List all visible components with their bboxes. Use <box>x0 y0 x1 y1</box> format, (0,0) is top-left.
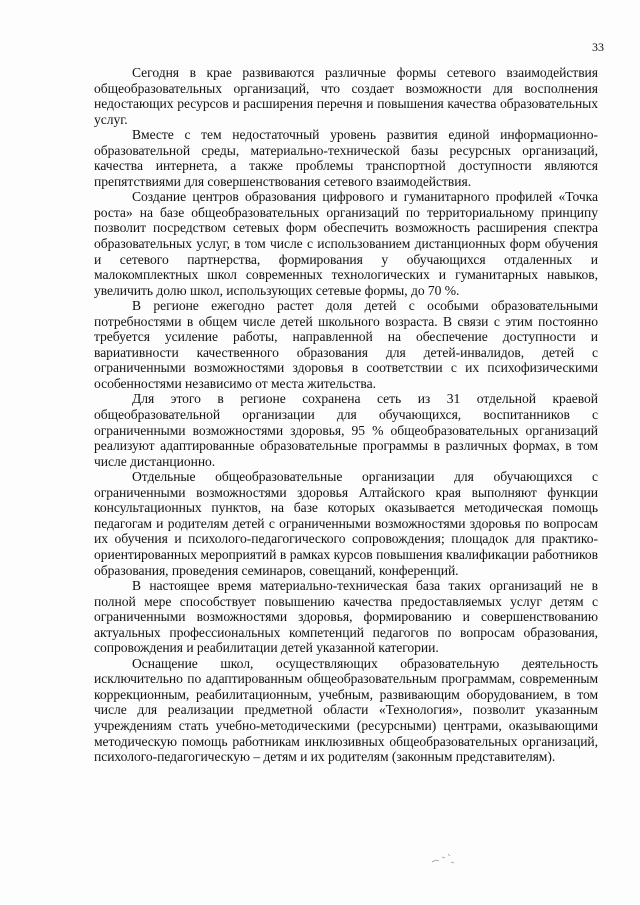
scan-artifact <box>430 848 458 870</box>
paragraph-infrastructure-issues: Вместе с тем недостаточный уровень развития единой информационно-образовательной среды, материально-технической базы ресурсных организаций, качества интернета, а также проблемы транспортной доступности являются препятствиями для совершенствования сетевого взаимодействия. <box>94 127 598 189</box>
paragraph-special-needs-growth: В регионе ежегодно растет доля детей с особыми образовательными потребностями в общем числе детей школьного возраста. В связи с этим постоянно требуется усиление работы, направленной на обеспечение доступности и вариативности качественного образования для детей-инвалидов, детей с ограниченными возможностями здоровья в соответствии с их психофизическими особенностями независимо от места жительства. <box>94 298 598 391</box>
body-text <box>94 65 598 765</box>
paragraph-school-equipment: Оснащение школ, осуществляющих образовательную деятельность исключительно по адаптированным общеобразовательным программам, современным коррекционным, реабилитационным, учебным, развивающим оборудованием, в том числе для реализации предметной области «Технология», позволит указанным учреждениям стать учебно-методическими (ресурсными) центрами, оказывающими методическую помощь работникам инклюзивных общеобразовательных организаций, психолого-педагогическую – детям и их родителям (законным представителям). <box>94 655 598 765</box>
paragraph-regional-network: Для этого в регионе сохранена сеть из 31 отдельной краевой общеобразовательной организации для обучающихся, воспитанников с ограниченными возможностями здоровья, 95 % общеобразовательных организаций реализуют адаптированные образовательные программы в различных формах, в том числе дистанционно. <box>94 391 598 469</box>
paragraph-consultation-centers: Отдельные общеобразовательные организации для обучающихся с ограниченными возможностями здоровья Алтайского края выполняют функции консультационных пунктов, на базе которых оказывается методическая помощь педагогам и родителям детей с ограниченными возможностями здоровья по вопросам их обучения и психолого-педагогического сопровождения; площадок для практико-ориентированных мероприятий в рамках курсов повышения квалификации работников образования, проведения семинаров, совещаний, конференций. <box>94 469 598 578</box>
page-number: 33 <box>592 40 604 54</box>
paragraph-material-base: В настоящее время материально-техническая база таких организаций не в полной мере способствует повышению качества предоставляемых услуг детям с ограниченными возможностями здоровья, формированию и совершенствованию актуальных профессиональных компетенций педагогов по вопросам образования, сопровождения и реабилитации детей указанной категории. <box>94 578 598 656</box>
paragraph-network-cooperation: Сегодня в крае развиваются различные формы сетевого взаимодействия общеобразовательных организаций, что создает возможности для восполнения недостающих ресурсов и расширения перечня и повышения качества образовательных услуг. <box>94 65 598 127</box>
paragraph-tochka-rosta: Создание центров образования цифрового и гуманитарного профилей «Точка роста» на базе общеобразовательных организаций по территориальному принципу позволит посредством сетевых форм обеспечить возможность расширения спектра образовательных услуг, в том числе с использованием дистанционных форм обучения и сетевого партнерства, формирования у обучающихся отдаленных и малокомплектных школ современных технологических и гуманитарных навыков, увеличить долю школ, использующих сетевые формы, до 70 %. <box>94 189 598 298</box>
